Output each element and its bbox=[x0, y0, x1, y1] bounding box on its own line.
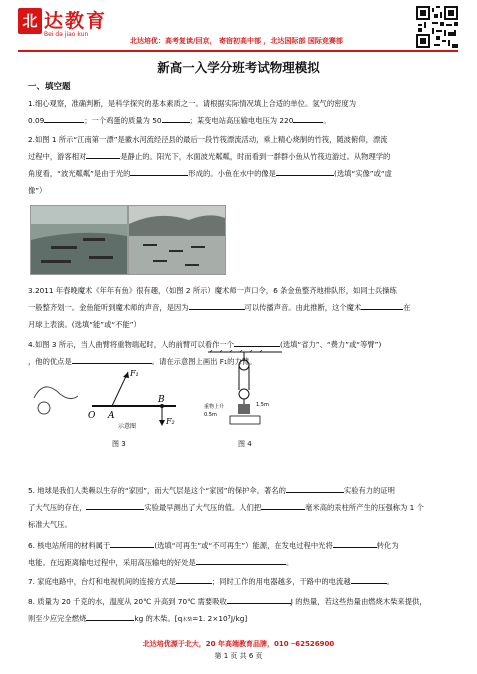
blank[interactable] bbox=[86, 611, 134, 621]
weight-block-icon bbox=[238, 404, 250, 414]
figure-4-pulley-diagram bbox=[200, 350, 290, 432]
blank[interactable] bbox=[276, 166, 334, 176]
q5-line-1: 5. 地球是我们人类赖以生存的“家园”，而大气层是这个“家园”的保护伞。著名的 实验有力的证明 bbox=[28, 482, 452, 499]
blank[interactable] bbox=[86, 500, 144, 510]
blank[interactable] bbox=[293, 113, 323, 123]
fig4-label-2: 0.5m bbox=[204, 412, 217, 418]
question-6 bbox=[28, 537, 452, 571]
q5-line-2: 了大气压的存在， 实验最早测出了大气压的值。人们把 毫米高的汞柱所产生的压强称为 1 个 bbox=[28, 499, 452, 516]
blank[interactable] bbox=[227, 594, 291, 604]
blank[interactable] bbox=[162, 113, 190, 123]
blank[interactable] bbox=[361, 300, 403, 310]
question-7 bbox=[28, 573, 452, 590]
q3-line-2: 一般整齐划一。金鱼能听到魔术师的声音，是因为 可以传播声音。由此推断，这个魔术 在 bbox=[28, 299, 452, 316]
qr-code-icon bbox=[416, 6, 458, 48]
figure-1-photo bbox=[30, 205, 128, 275]
blank[interactable] bbox=[130, 166, 188, 176]
rafting-photo-icon bbox=[31, 206, 127, 274]
q8-line-1: 8. 质量为 20 千克的水，温度从 20℃ 升高到 70℃ 需要吸收 J 的热量，若这些热量由燃烧木柴来提供， bbox=[28, 593, 452, 610]
label-a: A bbox=[108, 411, 115, 421]
q5-line-3: 标准大气压。 bbox=[28, 520, 72, 529]
q3-line-3: 月球上表演。(选填“能”或“不能”） bbox=[28, 320, 141, 329]
logo-subtitle: Bei da jiao kun bbox=[44, 31, 89, 38]
blank[interactable] bbox=[189, 300, 245, 310]
page-header bbox=[18, 6, 458, 52]
blank[interactable] bbox=[196, 555, 286, 565]
q8-line-2: 则至少应完全燃烧 kg 的木柴。[q木柴=1. $2\times 10^7J/kg$] bbox=[28, 610, 452, 629]
pulley-icon bbox=[239, 360, 249, 370]
label-diagram: 示意图 bbox=[118, 423, 137, 430]
blank[interactable] bbox=[286, 483, 344, 493]
label-o: O bbox=[88, 411, 96, 421]
page-title: 新高一入学分班考试物理模拟 bbox=[157, 60, 320, 75]
fig4-label-1: 重物上升 bbox=[204, 404, 225, 410]
figure-2-photo bbox=[128, 205, 226, 275]
q4-line-2: ，他的优点是 。请在示意图上画出 F1的力臂。 bbox=[28, 353, 452, 372]
q1-line-1: 1.细心观察，准确判断，是科学探究的基本素质之一。请根据实际情况填上合适的单位。氢气的密度为 bbox=[28, 99, 357, 108]
question-2 bbox=[28, 131, 452, 199]
question-1 bbox=[28, 95, 452, 129]
q6-line-2: 电能。在远距离输电过程中，采用高压输电的好处是 。 bbox=[28, 554, 452, 571]
q2-line-1: 2.如图 1 所示“江南第一漂”是徽水河流经泾县的最后一段竹筏漂流活动，乘上精心烧制的竹筏，随波俯仰，漂流 bbox=[28, 135, 388, 144]
logo-text: 达教育 bbox=[44, 10, 108, 32]
q2-line-3: 角度看，“波光粼粼”是由于光的 形成的。小鱼在水中的像是 (选填“实像”或“虚 bbox=[28, 165, 452, 182]
blank[interactable] bbox=[234, 337, 280, 347]
question-3 bbox=[28, 282, 452, 333]
q4-line-1: 4.如图 3 所示，当人曲臂将重物端起时，人的前臂可以看作一个 (选填“省力”、“费力”或“等臂”) bbox=[28, 336, 452, 353]
figure-4-caption: 图 4 bbox=[238, 440, 252, 448]
blank[interactable] bbox=[333, 538, 377, 548]
question-5 bbox=[28, 482, 452, 533]
label-b: B bbox=[158, 395, 165, 405]
figure-3-forearm-diagram bbox=[30, 366, 180, 430]
q2-line-4: 像”） bbox=[28, 186, 47, 195]
q3-line-1: 3.2011 年春晚魔术《年年有鱼》很有趣，（如图 2 所示）魔术师一声口令，6 条金鱼整齐地排队形，如同士兵操练 bbox=[28, 286, 397, 295]
q7-line-1: 7. 家庭电路中，台灯和电视机间的连接方式是 ；同时工作的用电器越多，干路中的电流越 。 bbox=[28, 573, 452, 590]
blank[interactable] bbox=[86, 149, 120, 159]
question-8 bbox=[28, 593, 452, 629]
label-f2: F₂ bbox=[166, 417, 175, 426]
q6-line-1: 6. 核电站所用的材料属于 (选填“可再生”或“不可再生”）能源，在发电过程中光将 转化为 bbox=[28, 537, 452, 554]
blank[interactable] bbox=[110, 538, 154, 548]
blank[interactable] bbox=[44, 113, 84, 123]
label-f1: F₁ bbox=[130, 369, 139, 378]
blank[interactable] bbox=[261, 500, 305, 510]
arm-sketch-icon bbox=[34, 387, 78, 399]
blank[interactable] bbox=[351, 574, 387, 584]
fig4-label-3: 1.5m bbox=[256, 402, 269, 408]
river-photo-icon bbox=[129, 206, 225, 274]
q2-line-2: 过程中，游客相对 是静止的。阳光下，水面波光粼粼，时而看到一群群小鱼从竹筏边游过。从物理学的 bbox=[28, 148, 452, 165]
header-slogan: 北达培优：高考复读/回京， 寄宿初高中部 ，北达国际部 国际竞赛部 bbox=[130, 37, 343, 45]
header-divider bbox=[18, 50, 458, 52]
page-footer-slogan: 北达培优源于北大，20 年高端教育品牌，010 ─62526900 bbox=[142, 640, 335, 648]
logo-mark: 北 bbox=[18, 8, 42, 34]
blank[interactable] bbox=[176, 574, 212, 584]
q1-line-2: 0.09 ；一个鸡蛋的质量为 50 ；某变电站高压输电电压为 220 。 bbox=[28, 112, 452, 129]
section-heading: 一、填空题 bbox=[28, 82, 71, 92]
figure-3-caption: 图 3 bbox=[112, 440, 126, 448]
blank[interactable] bbox=[72, 354, 152, 364]
page-number: 第 1 页 共 6 页 bbox=[214, 652, 263, 660]
